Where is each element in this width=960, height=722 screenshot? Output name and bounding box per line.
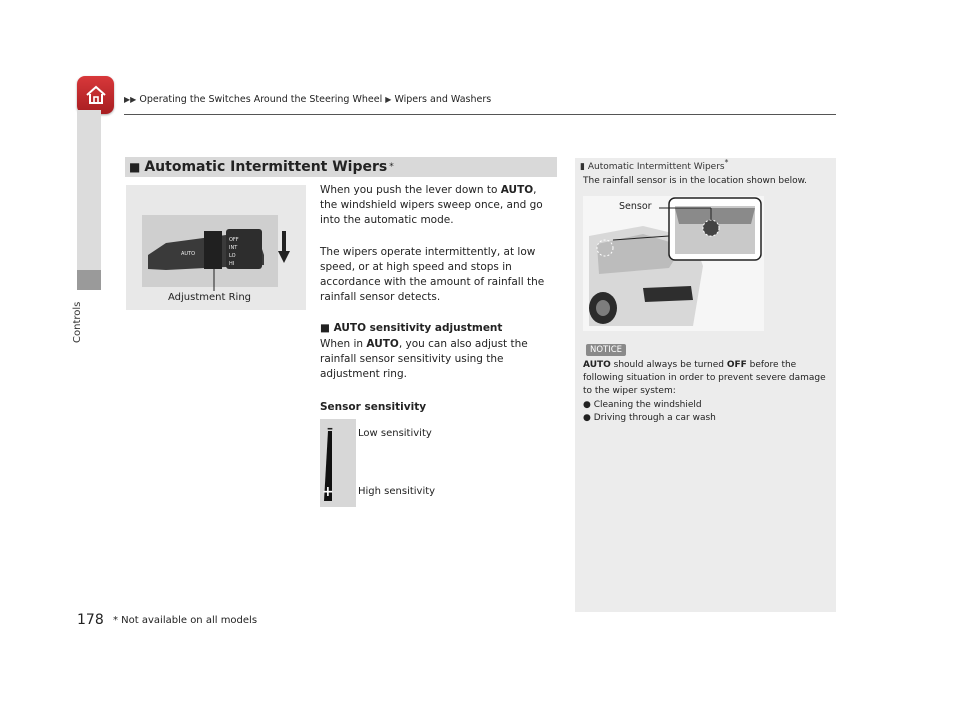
section-title: Automatic Intermittent Wipers <box>144 159 388 175</box>
paragraph-auto-mode: When you push the lever down to AUTO, the windshield wipers sweep once, and go into the automatic mode. <box>320 184 543 226</box>
minus-icon: – <box>327 421 333 435</box>
chapter-label[interactable]: Controls <box>72 301 83 344</box>
footnote: * Not available on all models <box>113 615 258 626</box>
section-asterisk: * <box>389 162 394 172</box>
breadcrumb <box>124 94 491 105</box>
subheading-square-icon: ■ <box>320 322 334 334</box>
sensor-sensitivity-heading: Sensor sensitivity <box>320 401 427 413</box>
breadcrumb-arrow-icon: ▶ <box>385 95 392 104</box>
home-button[interactable] <box>77 76 114 114</box>
adjustment-ring-label: Adjustment Ring <box>168 292 252 303</box>
svg-text:INT: INT <box>229 245 238 251</box>
high-sensitivity-label: High sensitivity <box>358 486 436 497</box>
notice-bullet-1: ● Cleaning the windshield <box>583 400 702 410</box>
breadcrumb-link-1[interactable]: Operating the Switches Around the Steering Wheel <box>139 94 383 105</box>
breadcrumb-link-2[interactable]: Wipers and Washers <box>394 94 492 105</box>
paragraph-operation: The wipers operate intermittently, at low speed, or at high speed and stops in accordance with the amount of rainfall the rainfall sensor detects. <box>320 246 545 303</box>
sensor-callout: Sensor <box>619 201 652 212</box>
section-heading <box>125 157 557 177</box>
low-sensitivity-label: Low sensitivity <box>358 428 432 439</box>
svg-text:HI: HI <box>229 261 235 267</box>
header-divider <box>124 114 836 115</box>
notice-bullet-2: ● Driving through a car wash <box>583 413 716 423</box>
svg-text:AUTO: AUTO <box>181 251 196 257</box>
car-sensor-illustration <box>583 196 764 331</box>
lever-figure <box>126 185 306 310</box>
subheading-sensitivity: ■ AUTO sensitivity adjustment <box>320 322 503 334</box>
side-tab-track <box>77 110 101 270</box>
car-figure <box>583 196 764 331</box>
side-tab-marker <box>77 270 101 290</box>
page-number: 178 <box>77 612 104 628</box>
note-title: ▮ Automatic Intermittent Wipers* <box>580 158 729 172</box>
note-sensor-location: The rainfall sensor is in the location shown below. <box>583 176 808 186</box>
svg-text:OFF: OFF <box>229 237 239 243</box>
note-link-icon: ▮ <box>580 162 585 172</box>
breadcrumb-arrow-icon: ▶▶ <box>124 95 137 104</box>
auto-keyword: AUTO <box>500 184 534 196</box>
plus-icon: + <box>322 484 334 500</box>
bullet-icon: ● <box>583 413 594 423</box>
section-square-icon: ■ <box>129 160 141 174</box>
svg-text:LO: LO <box>229 253 236 259</box>
notice-badge: NOTICE <box>586 344 626 356</box>
bullet-icon: ● <box>583 400 594 410</box>
home-icon <box>84 83 108 107</box>
notice-text: AUTO should always be turned OFF before the following situation in order to prevent severe damage to the wiper system: <box>583 360 826 396</box>
paragraph-adjust: When in AUTO, you can also adjust the rainfall sensor sensitivity using the adjustment ring. <box>320 338 528 380</box>
